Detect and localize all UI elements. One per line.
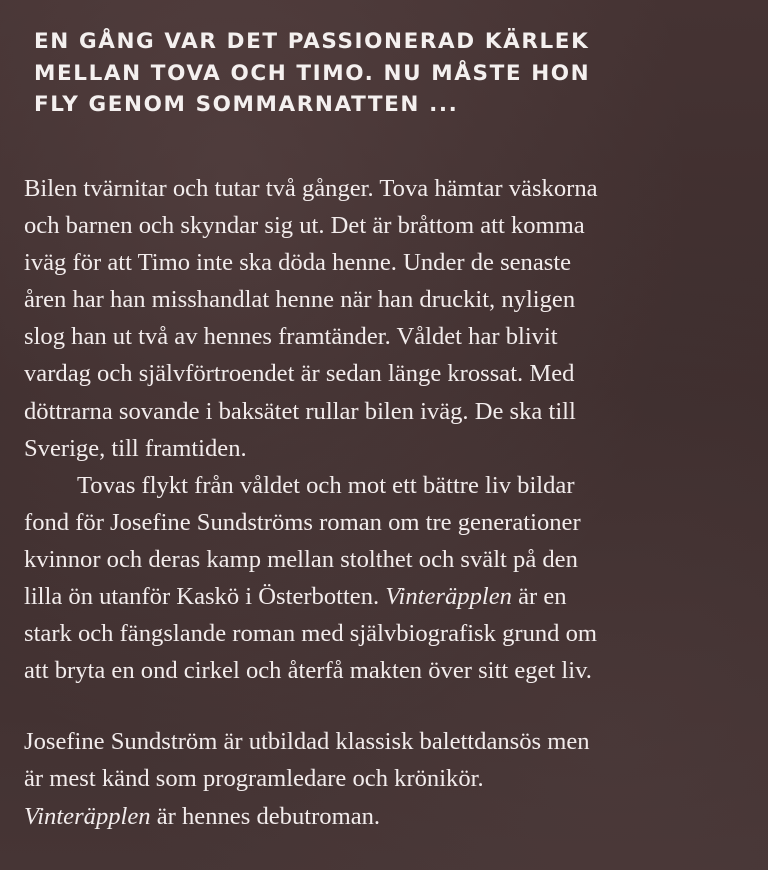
text-segment: lilla ön utanför Kaskö i Österbotten.	[24, 583, 386, 611]
paragraph-gap	[24, 689, 764, 723]
text-line: åren har han misshandlat henne när han druckit, nyligen	[24, 286, 576, 314]
text-segment: är hennes debutroman.	[150, 802, 381, 830]
author-bio-paragraph	[24, 723, 764, 834]
headline-line: MELLAN TOVA OCH TIMO. NU MÅSTE HON	[34, 60, 591, 86]
text-line: stark och fängslande roman med självbiografisk grund om	[24, 620, 598, 648]
text-line	[24, 578, 764, 615]
text-line: Josefine Sundström är utbildad klassisk balettdansös men	[24, 728, 590, 756]
book-title: Vinteräpplen	[385, 583, 512, 611]
text-line	[24, 798, 764, 835]
headline-line: EN GÅNG VAR DET PASSIONERAD KÄRLEK	[34, 29, 590, 54]
text-line: att bryta en ond cirkel och återfå makten över sitt eget liv.	[24, 657, 592, 685]
text-line: Tovas flykt från våldet och mot ett bättre liv bildar	[77, 471, 575, 499]
text-line: är mest känd som programledare och krönikör.	[24, 765, 484, 793]
cover-headline	[34, 26, 754, 121]
blurb-text	[24, 170, 764, 835]
description-paragraph	[24, 467, 764, 690]
headline-line: FLY GENOM SOMMARNATTEN ...	[34, 92, 459, 117]
text-segment: är en	[511, 583, 567, 611]
book-title: Vinteräpplen	[24, 802, 151, 830]
text-line: slog han ut två av hennes framtänder. Våldet har blivit	[24, 323, 558, 351]
text-line: Sverige, till framtiden.	[24, 434, 247, 462]
text-line: iväg för att Timo inte ska döda henne. Under de senaste	[24, 249, 572, 277]
text-line: vardag och självförtroendet är sedan länge krossat. Med	[24, 360, 575, 388]
text-line: döttrarna sovande i baksätet rullar bilen iväg. De ska till	[24, 397, 576, 425]
synopsis-paragraph	[24, 170, 764, 467]
text-line: kvinnor och deras kamp mellan stolthet och svält på den	[24, 545, 578, 573]
text-line: och barnen och skyndar sig ut. Det är bråttom att komma	[24, 212, 585, 240]
text-line: Bilen tvärnitar och tutar två gånger. Tova hämtar väskorna	[24, 175, 598, 202]
text-line: fond för Josefine Sundströms roman om tre generationer	[24, 508, 581, 536]
